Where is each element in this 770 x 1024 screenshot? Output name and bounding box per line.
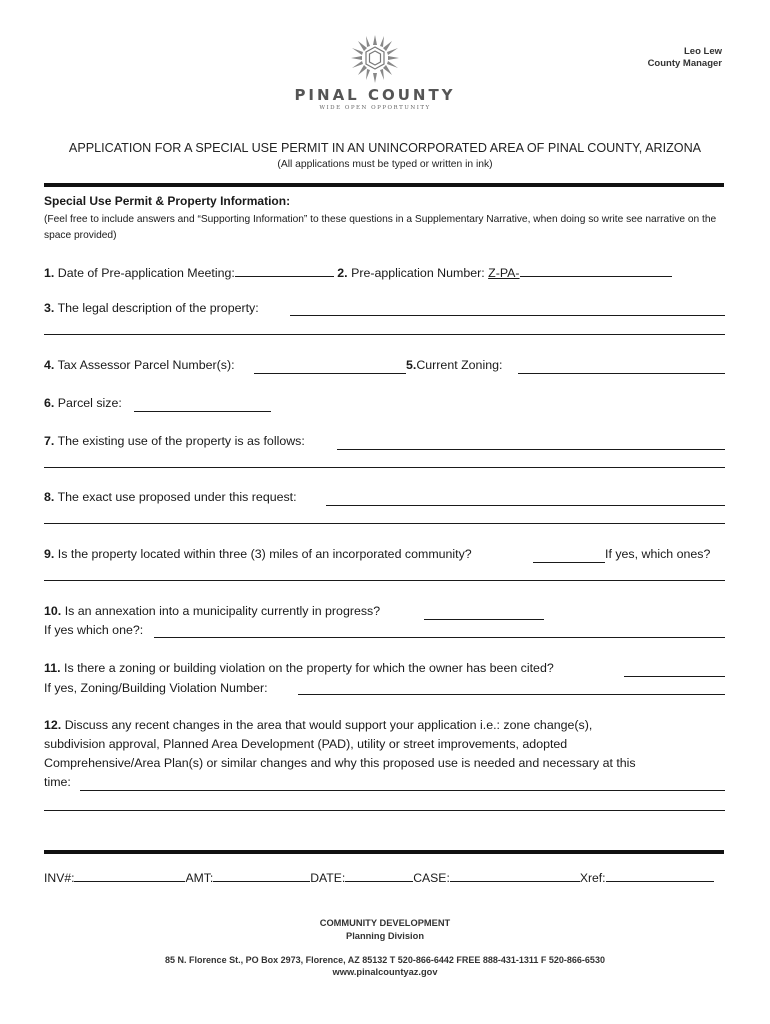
q8-answer-line-2[interactable] [44,523,725,524]
question-10 [44,604,380,618]
question-6 [44,396,122,410]
question-12-line-1 [44,718,592,732]
q10-number: 10. [44,604,62,618]
q4-number: 4. [44,358,55,372]
q10-label: Is an annexation into a municipality currently in progress? [64,604,381,618]
amt-label: AMT: [185,871,214,885]
question-11 [44,661,554,675]
q4-label: Tax Assessor Parcel Number(s): [57,358,235,372]
q11-label: Is there a zoning or building violation on the property for which the owner has been cited? [64,661,554,675]
question-4 [44,358,235,372]
xref-label: Xref: [579,871,606,885]
q9-tail: If yes, which ones? [605,547,711,561]
q11-number: 11. [44,661,61,675]
q2-prefix: Z-PA- [488,266,520,280]
sun-emblem-icon [349,34,401,84]
footer-address: 85 N. Florence St., PO Box 2973, Florence, AZ 85132 T 520-866-6442 FREE 888-431-1311 F 520-866-6530 [165,955,605,965]
q10-sub-label: If yes which one?: [44,623,144,637]
question-8 [44,490,297,504]
q11-sub-answer-field[interactable] [298,694,725,695]
q10-sub-answer-field[interactable] [154,637,725,638]
manager-title: County Manager [647,58,722,69]
office-use-row [44,869,726,885]
q8-number: 8. [44,490,55,504]
top-divider [44,183,724,187]
inv-field[interactable] [74,869,185,882]
q1-number: 1. [44,266,55,280]
case-label: CASE: [413,871,450,885]
org-tagline: WIDE OPEN OPPORTUNITY [319,105,431,111]
xref-field[interactable] [606,869,714,882]
q9-answer-field[interactable] [533,562,605,563]
q9-label: Is the property located within three (3) miles of an incorporated community? [57,547,472,561]
q1-label: Date of Pre-application Meeting: [57,266,235,280]
form-subtitle: (All applications must be typed or written in ink) [277,159,493,170]
q3-answer-line-2[interactable] [44,334,725,335]
footer-dept: COMMUNITY DEVELOPMENT [319,918,451,928]
q5-number: 5. [406,358,417,372]
q4-answer-field[interactable] [254,373,406,374]
manager-block [648,46,722,70]
pinal-county-logo [290,34,460,120]
section-heading: Special Use Permit & Property Information: [44,194,291,208]
footer-website[interactable]: www.pinalcountyaz.gov [332,967,438,977]
question-9 [44,547,472,561]
q8-answer-line-1[interactable] [326,505,725,506]
q7-label: The existing use of the property is as follows: [57,434,305,448]
q6-label: Parcel size: [57,396,122,410]
question-3 [44,301,259,315]
question-1 [44,264,672,280]
q5-label: Current Zoning: [416,358,503,372]
form-title: APPLICATION FOR A SPECIAL USE PERMIT IN AN UNINCORPORATED AREA OF PINAL COUNTY, ARIZONA [68,141,702,155]
q12-answer-line-1[interactable] [80,790,725,791]
q7-answer-line-2[interactable] [44,467,725,468]
q12-text-2: subdivision approval, Planned Area Development (PAD), utility or street improvements, adopted [44,737,568,751]
org-name: PINAL COUNTY [294,86,456,104]
bottom-divider [44,850,724,854]
q12-answer-line-2[interactable] [44,810,725,811]
q5-answer-field[interactable] [518,373,725,374]
q10-answer-field[interactable] [424,619,544,620]
question-7 [44,434,305,448]
inv-label: INV#: [44,871,75,885]
case-field[interactable] [450,869,580,882]
q7-answer-line-1[interactable] [337,449,725,450]
q6-answer-field[interactable] [134,411,271,412]
q2-label: Pre-application Number: [351,266,489,280]
q12-text-1: Discuss any recent changes in the area that would support your application i.e.: zone change(s), [64,718,593,732]
q12-text-3: Comprehensive/Area Plan(s) or similar changes and why this proposed use is needed and necessary at this [44,756,636,770]
q6-number: 6. [44,396,55,410]
q11-answer-field[interactable] [624,676,725,677]
q9-number: 9. [44,547,55,561]
q7-number: 7. [44,434,55,448]
question-5 [406,358,502,372]
manager-name: Leo Lew [683,46,722,57]
date-field[interactable] [345,869,413,882]
q3-answer-line-1[interactable] [290,315,725,316]
q11-sub-label: If yes, Zoning/Building Violation Number: [44,681,268,695]
q2-answer-field[interactable] [520,264,672,277]
q3-label: The legal description of the property: [57,301,259,315]
date-label: DATE: [310,871,346,885]
q12-text-4: time: [44,775,71,789]
q2-number: 2. [337,266,348,280]
footer-division: Planning Division [346,931,424,941]
amt-field[interactable] [213,869,310,882]
q9-answer-line[interactable] [44,580,725,581]
q3-number: 3. [44,301,55,315]
section-note: (Feel free to include answers and “Supporting Information” to these questions in a Supplementary Narrative, when doing so write see narrative on the space provided) [44,214,717,241]
q12-number: 12. [44,718,62,732]
q8-label: The exact use proposed under this request: [57,490,297,504]
q1-answer-field[interactable] [235,264,334,277]
